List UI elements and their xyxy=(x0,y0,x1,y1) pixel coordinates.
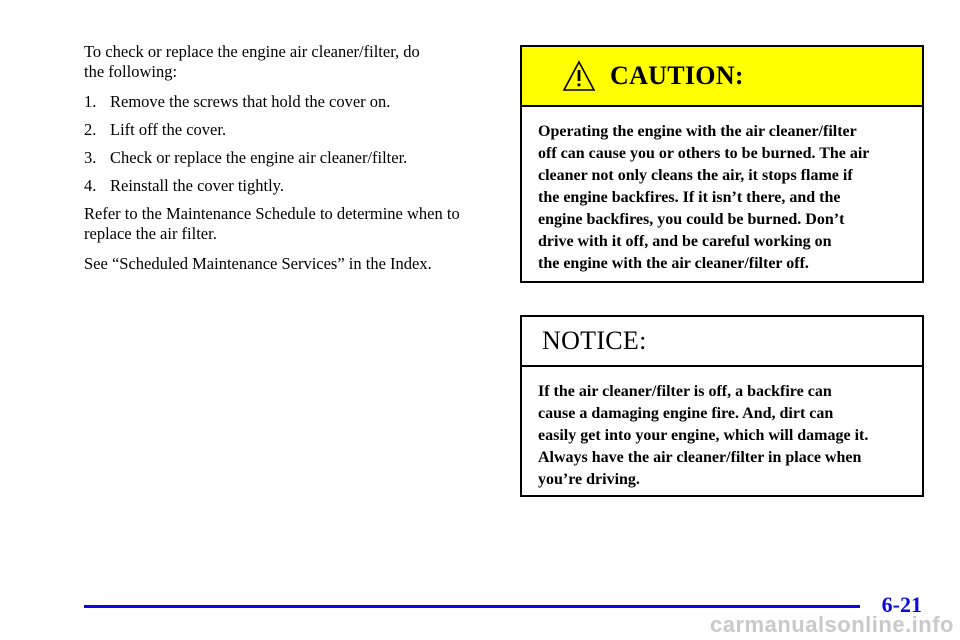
notice-line: cause a damaging engine fire. And, dirt can xyxy=(538,405,834,422)
caution-box xyxy=(520,45,924,283)
step-number: 4. xyxy=(84,176,97,195)
notice-line: If the air cleaner/filter is off, a backfire can xyxy=(538,383,832,400)
caution-title: CAUTION: xyxy=(610,61,744,90)
notice-title: NOTICE: xyxy=(542,326,647,355)
notice-line: easily get into your engine, which will damage it. xyxy=(538,427,869,444)
refer-line: Refer to the Maintenance Schedule to determine when to xyxy=(84,204,460,223)
notice-line: you’re driving. xyxy=(538,471,640,488)
caution-header xyxy=(522,47,922,107)
notice-text xyxy=(522,367,922,491)
step-text: Remove the screws that hold the cover on. xyxy=(110,92,391,111)
list-item xyxy=(84,148,504,168)
list-item xyxy=(84,92,504,112)
notice-box xyxy=(520,315,924,497)
list-item xyxy=(84,120,504,140)
intro-line: To check or replace the engine air cleaner/filter, do xyxy=(84,42,420,61)
step-number: 3. xyxy=(84,148,97,167)
steps-list xyxy=(84,92,504,196)
caution-line: the engine with the air cleaner/filter off. xyxy=(538,255,809,272)
see-also-paragraph: See “Scheduled Maintenance Services” in the Index. xyxy=(84,254,432,273)
warning-triangle-icon xyxy=(562,60,596,92)
caution-line: engine backfires, you could be burned. Don’t xyxy=(538,211,845,228)
intro-paragraph xyxy=(84,42,504,82)
refer-paragraph xyxy=(84,204,504,244)
list-item xyxy=(84,176,504,196)
caution-line: drive with it off, and be careful working on xyxy=(538,233,832,250)
caution-line: cleaner not only cleans the air, it stops flame if xyxy=(538,167,853,184)
step-text: Check or replace the engine air cleaner/filter. xyxy=(110,148,408,167)
caution-line: Operating the engine with the air cleaner/filter xyxy=(538,123,857,140)
page-number: 6-21 xyxy=(881,592,922,617)
caution-line: the engine backfires. If it isn’t there, and the xyxy=(538,189,841,206)
step-number: 2. xyxy=(84,120,97,139)
watermark: carmanualsonline.info xyxy=(710,612,954,637)
notice-line: Always have the air cleaner/filter in place when xyxy=(538,449,862,466)
step-text: Lift off the cover. xyxy=(110,120,227,139)
instructions-column xyxy=(84,42,504,284)
caution-line: off can cause you or others to be burned. The air xyxy=(538,145,870,162)
notice-header xyxy=(522,317,922,367)
step-number: 1. xyxy=(84,92,97,111)
refer-line: replace the air filter. xyxy=(84,224,217,243)
footer-rule xyxy=(84,605,860,608)
step-text: Reinstall the cover tightly. xyxy=(110,176,284,195)
intro-line: the following: xyxy=(84,62,178,81)
caution-text xyxy=(522,107,922,275)
